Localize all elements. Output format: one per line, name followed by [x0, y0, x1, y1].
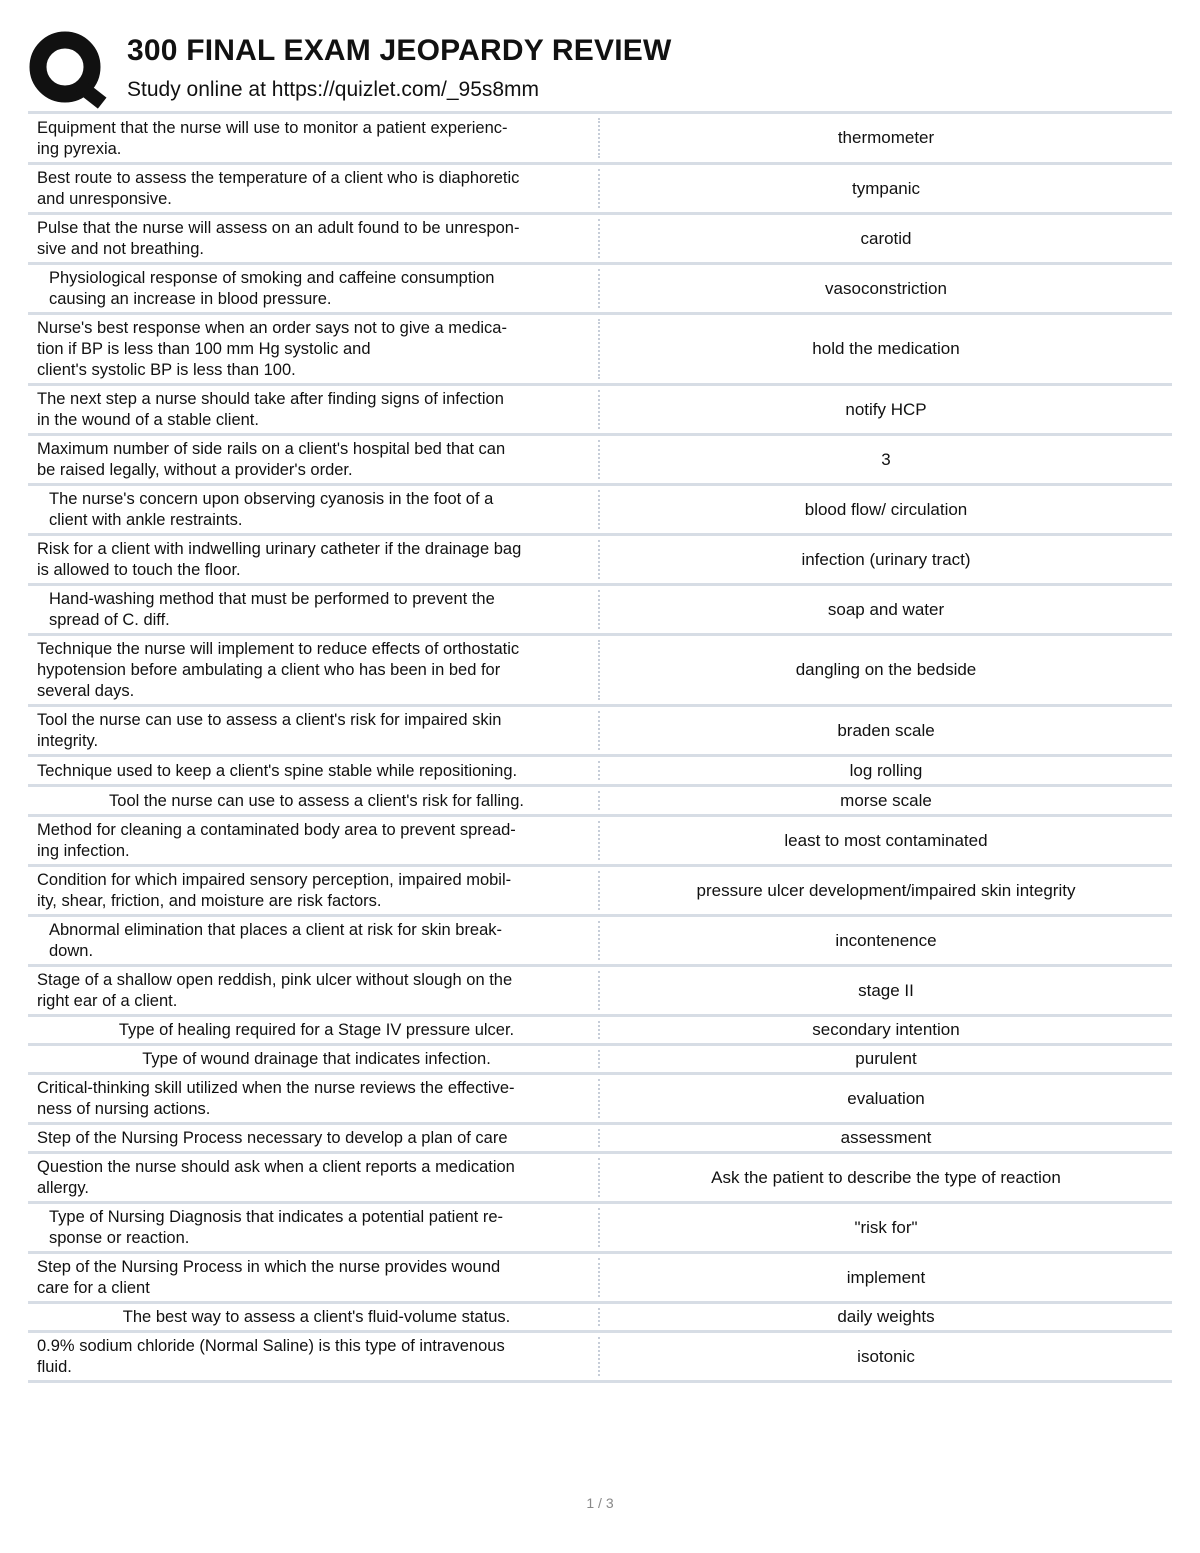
flashcard-term: Question the nurse should ask when a client reports a medication allergy. — [28, 1154, 600, 1201]
flashcard-term: Step of the Nursing Process necessary to develop a plan of care — [28, 1125, 600, 1151]
flashcard-term: Critical-thinking skill utilized when the nurse reviews the effective- ness of nursing actions. — [28, 1075, 600, 1122]
flashcard-row — [28, 265, 1172, 315]
flashcard-definition: incontenence — [835, 930, 937, 950]
quizlet-q-logo-icon — [28, 30, 108, 110]
flashcard-term: Technique the nurse will implement to reduce effects of orthostatic hypotension before ambulating a client who has been in bed for several days. — [28, 636, 600, 704]
flashcard-row — [28, 917, 1172, 967]
flashcard-row — [28, 1125, 1172, 1154]
flashcard-row — [28, 636, 1172, 707]
flashcard-definition: evaluation — [847, 1088, 925, 1108]
flashcard-term: Tool the nurse can use to assess a client's risk for falling. — [28, 787, 600, 814]
flashcard-definition: morse scale — [840, 790, 932, 810]
page-indicator: 1 / 3 — [586, 1495, 614, 1511]
flashcard-row — [28, 486, 1172, 536]
flashcard-term: Risk for a client with indwelling urinary catheter if the drainage bag is allowed to touch the floor. — [28, 536, 600, 583]
flashcard-term: Abnormal elimination that places a client at risk for skin break- down. — [28, 917, 600, 964]
flashcard-definition: isotonic — [857, 1346, 915, 1366]
flashcard-row — [28, 867, 1172, 917]
page-title: 300 FINAL EXAM JEOPARDY REVIEW — [127, 34, 672, 67]
flashcard-term: Nurse's best response when an order says not to give a medica- tion if BP is less than 100 mm Hg systolic and client's systolic BP is less than 100. — [28, 315, 600, 383]
flashcard-row — [28, 967, 1172, 1017]
flashcard-row — [28, 586, 1172, 636]
flashcard-definition: carotid — [860, 228, 912, 248]
flashcard-term: Method for cleaning a contaminated body area to prevent spread- ing infection. — [28, 817, 600, 864]
flashcard-row — [28, 1154, 1172, 1204]
flashcard-row — [28, 757, 1172, 787]
flashcard-term: Step of the Nursing Process in which the nurse provides wound care for a client — [28, 1254, 600, 1301]
flashcard-row — [28, 1254, 1172, 1304]
flashcard-row — [28, 817, 1172, 867]
flashcard-row — [28, 436, 1172, 486]
study-link[interactable]: Study online at https://quizlet.com/_95s8mm — [127, 78, 540, 101]
flashcard-definition: dangling on the bedside — [795, 660, 977, 679]
flashcard-row — [28, 1046, 1172, 1075]
flashcard-term: Maximum number of side rails on a client's hospital bed that can be raised legally, without a provider's order. — [28, 436, 600, 483]
flashcard-row — [28, 215, 1172, 265]
flashcard-term: The best way to assess a client's fluid-volume status. — [28, 1304, 600, 1330]
flashcard-definition: tympanic — [851, 178, 921, 198]
flashcard-definition: daily weights — [837, 1307, 935, 1326]
flashcard-definition: infection (urinary tract) — [801, 549, 971, 569]
flashcard-definition: log rolling — [849, 760, 923, 780]
flashcard-definition: braden scale — [837, 720, 935, 740]
flashcard-term: Physiological response of smoking and caffeine consumption causing an increase in blood pressure. — [28, 265, 600, 312]
flashcard-definition: implement — [846, 1267, 926, 1287]
flashcard-row — [28, 1204, 1172, 1254]
flashcard-row — [28, 1333, 1172, 1383]
flashcard-term: Hand-washing method that must be performed to prevent the spread of C. diff. — [28, 586, 600, 633]
flashcard-definition: least to most contaminated — [784, 830, 988, 850]
flashcard-term: 0.9% sodium chloride (Normal Saline) is this type of intravenous fluid. — [28, 1333, 600, 1380]
flashcard-definition: "risk for" — [854, 1217, 918, 1237]
flashcard-term: Best route to assess the temperature of a client who is diaphoretic and unresponsive. — [28, 165, 600, 212]
flashcard-row — [28, 787, 1172, 817]
flashcard-term: Type of Nursing Diagnosis that indicates a potential patient re- sponse or reaction. — [28, 1204, 600, 1251]
flashcard-term: Type of wound drainage that indicates infection. — [28, 1046, 600, 1072]
flashcard-definition: vasoconstriction — [825, 278, 947, 298]
flashcard-row — [28, 315, 1172, 386]
flashcard-row — [28, 1017, 1172, 1046]
flashcard-row — [28, 1075, 1172, 1125]
flashcard-term: Condition for which impaired sensory perception, impaired mobil- ity, shear, friction, and moisture are risk factors. — [28, 867, 600, 914]
flashcard-row — [28, 165, 1172, 215]
flashcard-definition: purulent — [855, 1049, 917, 1068]
flashcard-term: Stage of a shallow open reddish, pink ulcer without slough on the right ear of a client. — [28, 967, 600, 1014]
flashcard-definition: secondary intention — [812, 1020, 960, 1039]
flashcard-definition: thermometer — [837, 128, 935, 147]
flashcard-definition: notify HCP — [845, 399, 927, 419]
flashcard-row — [28, 1304, 1172, 1333]
flashcard-definition: blood flow/ circulation — [804, 499, 968, 519]
flashcard-definition: assessment — [840, 1128, 932, 1147]
flashcard-definition: hold the medication — [812, 339, 960, 358]
flashcard-definition: soap and water — [827, 599, 945, 619]
flashcard-term: Technique used to keep a client's spine stable while repositioning. — [28, 757, 600, 784]
flashcard-row — [28, 386, 1172, 436]
flashcard-term: Type of healing required for a Stage IV pressure ulcer. — [28, 1017, 600, 1043]
flashcard-definition: pressure ulcer development/impaired skin integrity — [696, 880, 1076, 900]
page-header — [28, 26, 1178, 110]
flashcard-term: Tool the nurse can use to assess a client's risk for impaired skin integrity. — [28, 707, 600, 754]
flashcard-list — [28, 111, 1172, 1383]
flashcard-definition: Ask the patient to describe the type of reaction — [711, 1167, 1061, 1187]
flashcard-row — [28, 536, 1172, 586]
flashcard-definition: stage II — [858, 980, 914, 1000]
flashcard-term: Pulse that the nurse will assess on an adult found to be unrespon- sive and not breathing. — [28, 215, 600, 262]
flashcard-term: The next step a nurse should take after finding signs of infection in the wound of a stable client. — [28, 386, 600, 433]
flashcard-term: Equipment that the nurse will use to monitor a patient experienc- ing pyrexia. — [28, 114, 600, 162]
flashcard-term: The nurse's concern upon observing cyanosis in the foot of a client with ankle restraints. — [28, 486, 600, 533]
flashcard-definition: 3 — [881, 449, 891, 469]
flashcard-row — [28, 114, 1172, 165]
flashcard-row — [28, 707, 1172, 757]
